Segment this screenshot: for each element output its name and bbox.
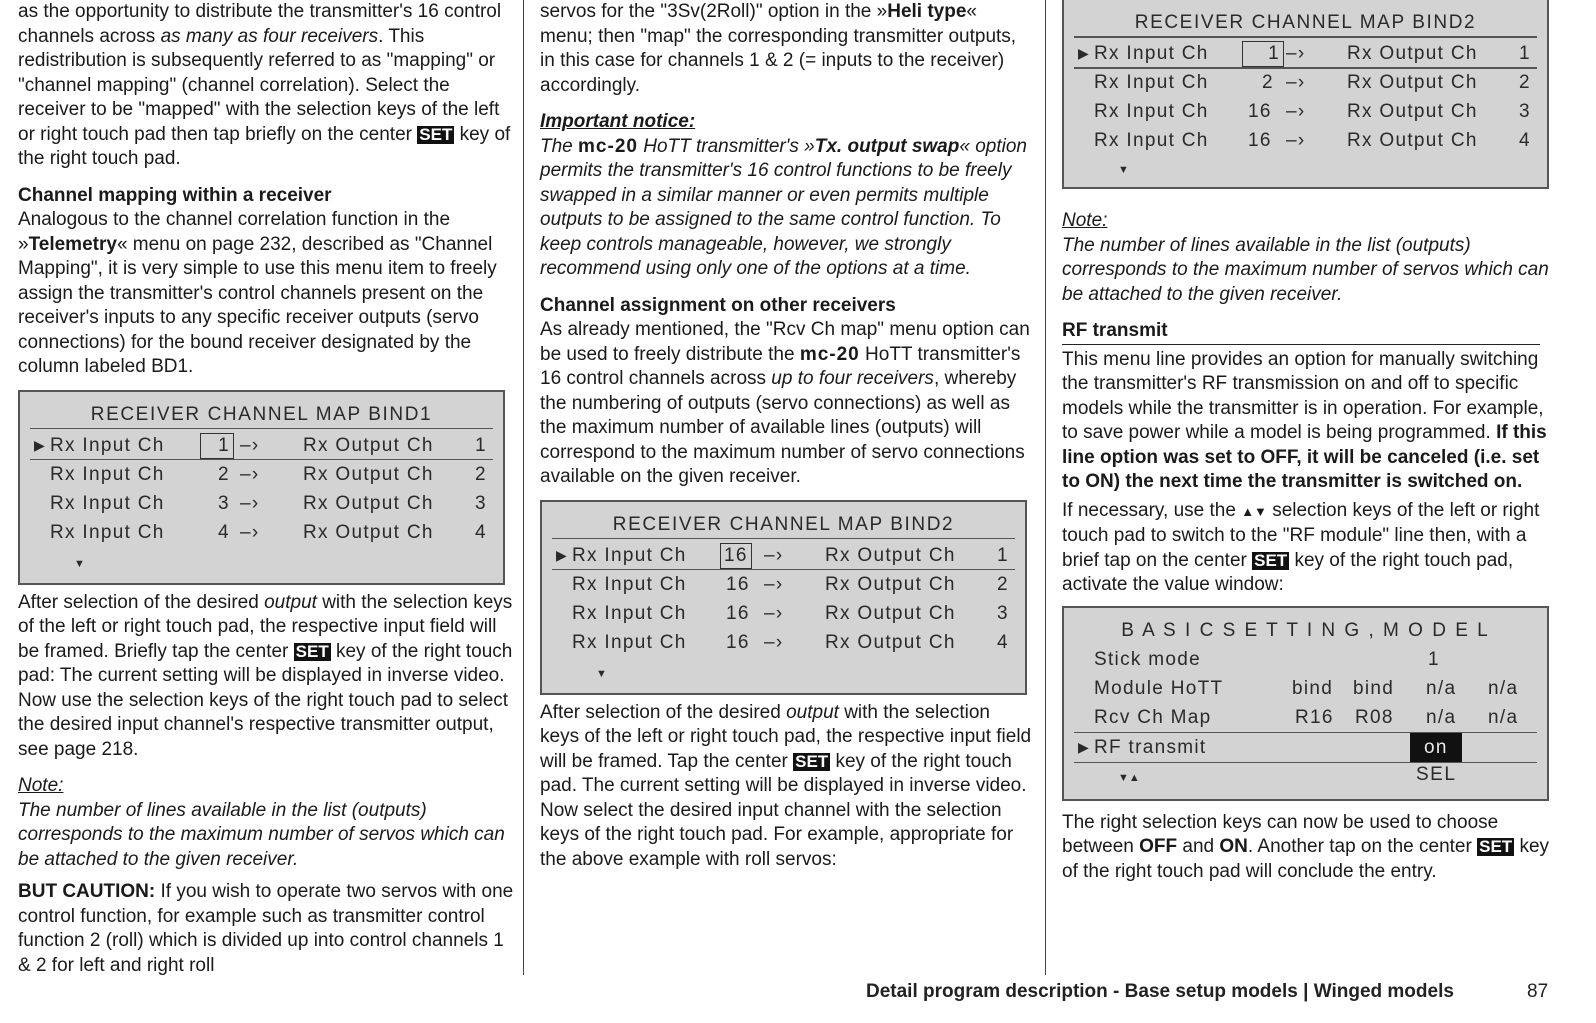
caution-paragraph: BUT CAUTION: If you wish to operate two servos with one control function, for example such as transmitter control function 2 (roll) which is divided up into control channels 1 & 2 for left and right roll	[18, 881, 514, 976]
paragraph-after-selection-2: After selection of the desired output with the selection keys of the left or right touch pad, the respective input field will be framed. Tap the center SET key of the right touch pad. The current setting will be displayed in inverse video. Now select the desired input channel with the selection keys of the right touch pad. For example, appropriate for the above example with roll servos:	[540, 701, 1032, 870]
screen-row: Rx Input Ch 2 –› Rx Output Ch 2	[1094, 72, 1531, 93]
paragraph-after-selection: After selection of the desired output with the selection keys of the left or right touch pad, the respective input field will be framed. Briefly tap the center SET key of the right touch pad: The current setting will be displayed in inverse video. Now use the selection keys of the right touch pad to select the desired input channel's respective transmitter output, see page 218.	[18, 591, 513, 760]
paragraph-heli-type: servos for the "3Sv(2Roll)" option in the »Heli type« menu; then "map" the corresponding transmitter outputs, in this case for channels 1 & 2 (= inputs to the receiver) accordingly.	[540, 1, 1017, 96]
screen-row: Rx Input Ch 16 –› Rx Output Ch 4	[1094, 130, 1531, 151]
paragraph-channel-mapping: Analogous to the channel correlation function in the »Telemetry« menu on page 232, described as "Channel Mapping", it is very simple to use this menu item to freely assign the transmitter's control channels present on the receiver's inputs to any specific receiver outputs (servo connections) for the bound receiver designated by the column labeled BD1.	[18, 209, 497, 377]
module-hott-row: Module HoTT bind bind n/a n/a	[1094, 677, 1519, 699]
screen-row: ▶ Rx Input Ch 1 –› Rx Output Ch 1	[1064, 39, 1547, 68]
scroll-down-icon: ▼	[1118, 164, 1129, 176]
sel-label: SEL	[1416, 763, 1457, 785]
footer-title: Detail program description - Base setup models | Winged models	[866, 981, 1454, 1002]
screen-row: ▶ Rx Input Ch 16 –› Rx Output Ch 1	[542, 541, 1025, 570]
screen-row: Rx Input Ch 4 –› Rx Output Ch 4	[50, 521, 487, 543]
intro-paragraph: as the opportunity to distribute the transmitter's 16 control channels across as many as four receivers. This redistribution is subsequently referred to as "mapping" or "channel mapping" (channel correlation). Select the receiver to be "mapped" with the selection keys of the left or right touch pad then tap briefly on the center SET key of the right touch pad.	[18, 1, 511, 169]
set-key-label: SET	[295, 641, 329, 661]
scroll-down-icon: ▼	[74, 557, 85, 570]
rf-transmit-value: on	[1410, 733, 1462, 762]
scroll-up-down-icon: ▼▲	[1118, 771, 1140, 784]
note-text: The number of lines available in the list (outputs) corresponds to the maximum number of servos which can be attached to the given receiver.	[1062, 234, 1549, 305]
heading-other-receivers: Channel assignment on other receivers	[540, 294, 896, 316]
column-1	[18, 0, 518, 978]
screen-receiver-map-bind1	[18, 390, 505, 585]
set-key-label: SET	[1254, 550, 1288, 570]
page-number: 87	[1527, 981, 1549, 1002]
column-divider	[523, 0, 524, 975]
note-text: The number of lines available in the list (outputs) corresponds to the maximum number of servos which can be attached to the given receiver.	[18, 799, 505, 870]
screen-row: Rx Input Ch 16 –› Rx Output Ch 2	[572, 573, 1009, 595]
screen-row: ▶ Rx Input Ch 1 –› Rx Output Ch 1	[20, 431, 503, 460]
paragraph-choose-off-on: The right selection keys can now be used to choose between OFF and ON. Another tap on the center SET key of the right touch pad will conclude the entry.	[1062, 811, 1550, 882]
mc20-logo: mc-20	[578, 135, 638, 157]
screen-row: Rx Input Ch 16 –› Rx Output Ch 4	[572, 631, 1009, 653]
set-key-label: SET	[419, 124, 453, 144]
screen-title: RECEIVER CHANNEL MAP BIND1	[90, 403, 433, 425]
column-2	[540, 0, 1032, 872]
set-key-label: SET	[795, 751, 829, 771]
column-3	[1062, 0, 1554, 884]
column-divider	[1045, 0, 1046, 975]
screen-row: Rx Input Ch 2 –› Rx Output Ch 2	[50, 463, 487, 485]
paragraph-selection-keys: If necessary, use the ▲▼ selection keys of the left or right touch pad to switch to the "RF module" line then, with a brief tap on the center SET key of the right touch pad, activate the value window:	[1062, 499, 1540, 595]
screen-row: Rx Input Ch 16 –› Rx Output Ch 3	[1094, 101, 1531, 122]
screen-row: Rx Input Ch 3 –› Rx Output Ch 3	[50, 492, 487, 514]
heading-channel-mapping: Channel mapping within a receiver	[18, 184, 332, 206]
note-label: Note:	[18, 775, 64, 796]
screen-receiver-map-bind2-a	[540, 500, 1027, 695]
scroll-down-icon: ▼	[596, 667, 607, 680]
set-key-label: SET	[1479, 837, 1513, 856]
mc20-logo: mc-20	[799, 343, 860, 365]
screen-title: RECEIVER CHANNEL MAP BIND2	[1134, 12, 1477, 33]
screen-basic-setting-model	[1062, 606, 1549, 801]
screen-row: Rx Input Ch 16 –› Rx Output Ch 3	[572, 602, 1009, 624]
note-label: Note:	[1062, 210, 1108, 231]
heading-rf-transmit: RF transmit	[1062, 319, 1540, 345]
important-notice-label: Important notice:	[540, 111, 696, 132]
rf-transmit-row: ▶ RF transmit on	[1064, 733, 1547, 762]
paragraph-rf-transmit: This menu line provides an option for manually switching the transmitter's RF transmission on and off to specific models while the transmitter is in operation. For example, to save power while a model is being programmed. If this line option was set to OFF, it will be canceled (i.e. set to ON) the next time the transmitter is switched on.	[1062, 348, 1547, 492]
up-down-keys-icon: ▲▼	[1241, 503, 1267, 519]
screen-title: RECEIVER CHANNEL MAP BIND2	[612, 513, 955, 535]
important-notice-text: The mc-20 HoTT transmitter's »Tx. output swap« option permits the transmitter's 16 control functions to be freely swapped in a similar manner or even permits multiple outputs to be assigned to the same control function. To keep controls manageable, however, we strongly recommend using only one of the options at a time.	[540, 135, 1027, 279]
screen-title: B A S I C S E T T I N G , M O D E L	[1121, 619, 1490, 641]
paragraph-other-receivers: As already mentioned, the "Rcv Ch map" menu option can be used to freely distribute the mc-20 HoTT transmitter's 16 control channels across up to four receivers, whereby the numbering of outputs (servo connections) as well as the maximum number of available lines (outputs) will correspond to the maximum number of servo connections available on the given receiver.	[540, 319, 1030, 487]
screen-receiver-map-bind2-b	[1062, 0, 1549, 189]
rcv-ch-map-row: Rcv Ch Map R16 R08 n/a n/a	[1094, 706, 1519, 728]
stick-mode-row: Stick mode 1	[1094, 648, 1440, 670]
